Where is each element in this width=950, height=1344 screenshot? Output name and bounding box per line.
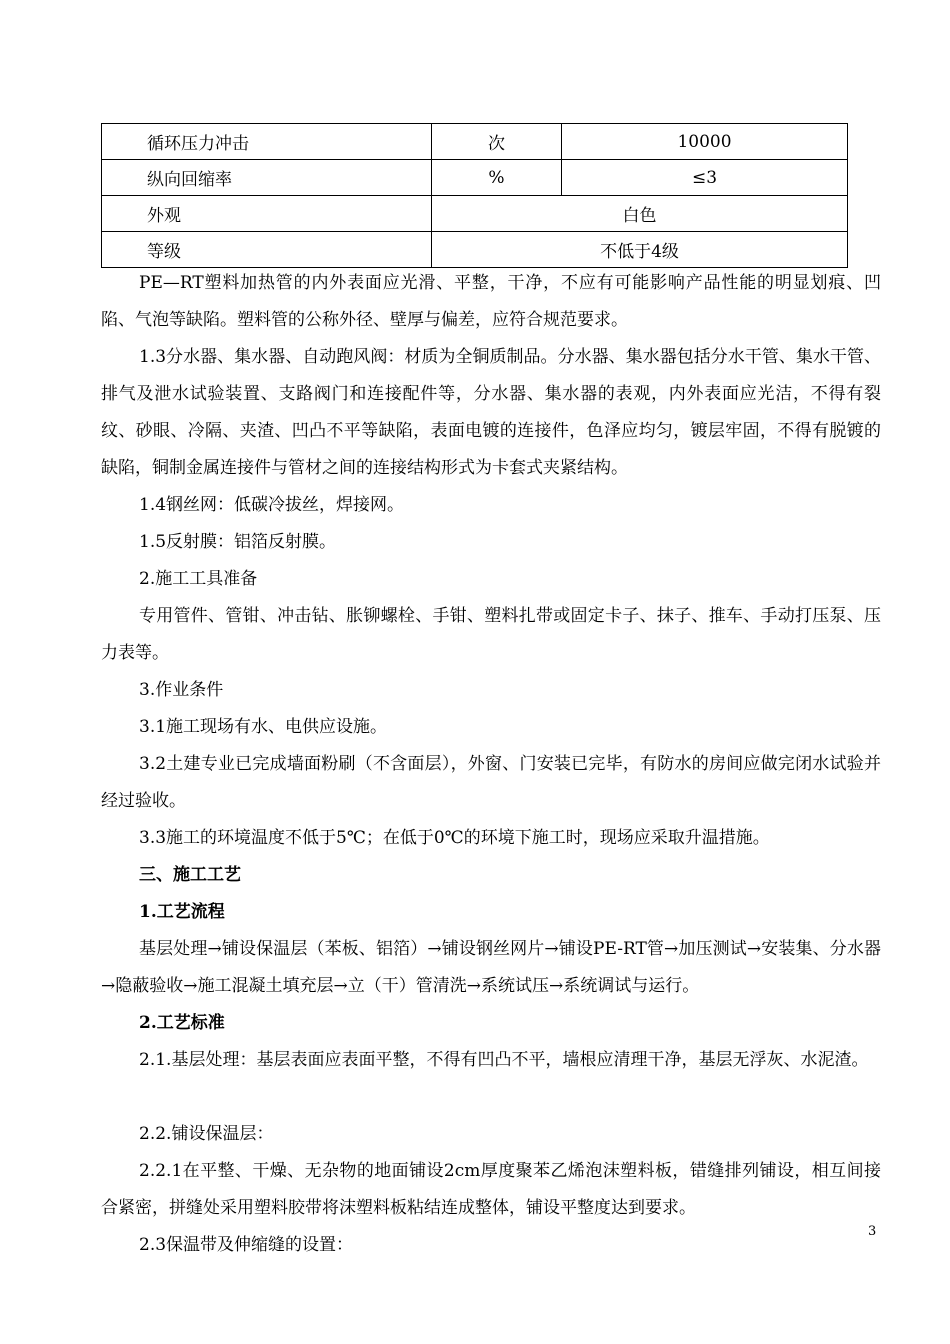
paragraph: 基层处理→铺设保温层（苯板、铝箔）→铺设钢丝网片→铺设PE-RT管→加压测试→安装集、分水器→隐蔽验收→施工混凝土填充层→立（干）管清洗→系统试压→系统调试与运行。 — [101, 939, 881, 996]
paragraph: 3.3施工的环境温度不低于5℃；在低于0℃的环境下施工时，现场应采取升温措施。 — [139, 828, 770, 848]
section-heading: 1.工艺流程 — [139, 902, 225, 922]
row-name: 等级 — [102, 232, 432, 268]
paragraph: 2.1.基层处理：基层表面应表面平整，不得有凹凸不平，墙根应清理干净，基层无浮灰、水泥渣。 — [139, 1050, 869, 1070]
paragraph: 2.施工工具准备 — [139, 569, 258, 589]
paragraph: 2.2.1在平整、干燥、无杂物的地面铺设2cm厚度聚苯乙烯泡沫塑料板，错缝排列铺设，相互间接合紧密，拼缝处采用塑料胶带将沫塑料板粘结连成整体，铺设平整度达到要求。 — [101, 1161, 881, 1218]
section-heading: 2.工艺标准 — [139, 1013, 225, 1033]
row-value: ≤3 — [562, 160, 848, 196]
paragraph: 2.3保温带及伸缩缝的设置： — [139, 1235, 354, 1255]
page-number: 3 — [868, 1224, 877, 1239]
paragraph: 1.4钢丝网：低碳冷拔丝，焊接网。 — [139, 495, 405, 515]
paragraph: 1.5反射膜：铝箔反射膜。 — [139, 532, 337, 552]
table-row — [102, 196, 848, 232]
row-unit: 次 — [432, 124, 562, 160]
paragraph: 1.3分水器、集水器、自动跑风阀：材质为全铜质制品。分水器、集水器包括分水干管、集水干管、排气及泄水试验装置、支路阀门和连接配件等，分水器、集水器的表观，内外表面应光洁，不得有裂纹、砂眼、冷隔、夹渣、凹凸不平等缺陷，表面电镀的连接件，色泽应均匀，镀层牢固，不得有脱镀的缺陷，铜制金属连接件与管材之间的连接结构形式为卡套式夹紧结构。 — [101, 347, 881, 478]
spec-table — [101, 123, 848, 268]
row-name: 外观 — [102, 196, 432, 232]
row-value: 10000 — [562, 124, 848, 160]
table-row — [102, 232, 848, 268]
row-name: 循环压力冲击 — [102, 124, 432, 160]
paragraph: 2.2.铺设保温层： — [139, 1124, 274, 1144]
paragraph: 3.作业条件 — [139, 680, 224, 700]
row-unit: % — [432, 160, 562, 196]
paragraph: 3.1施工现场有水、电供应设施。 — [139, 717, 388, 737]
paragraph: 3.2土建专业已完成墙面粉刷（不含面层），外窗、门安装已完毕，有防水的房间应做完闭水试验并经过验收。 — [101, 754, 881, 811]
row-name: 纵向回缩率 — [102, 160, 432, 196]
row-value: 不低于4级 — [432, 232, 848, 268]
section-heading: 三、施工工艺 — [139, 865, 241, 885]
row-value: 白色 — [432, 196, 848, 232]
paragraph: PE—RT塑料加热管的内外表面应光滑、平整，干净，不应有可能影响产品性能的明显划痕、凹陷、气泡等缺陷。塑料管的公称外径、壁厚与偏差，应符合规范要求。 — [101, 273, 881, 330]
table-row — [102, 160, 848, 196]
table-row — [102, 124, 848, 160]
paragraph: 专用管件、管钳、冲击钻、胀铆螺栓、手钳、塑料扎带或固定卡子、抹子、推车、手动打压泵、压力表等。 — [101, 606, 881, 663]
